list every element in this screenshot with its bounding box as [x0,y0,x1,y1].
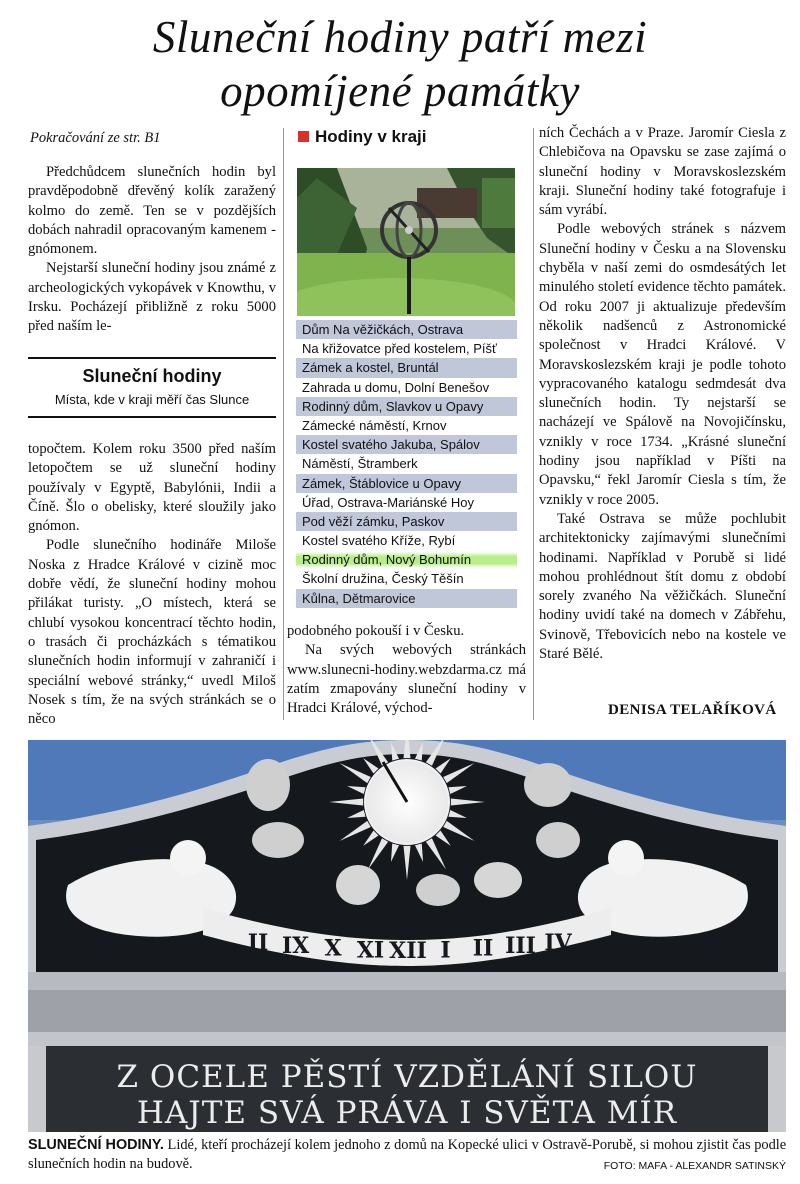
location-item: Zámek, Štáblovice u Opavy [296,474,517,493]
box-rule-top [28,357,276,359]
location-item: Zahrada u domu, Dolní Benešov [302,379,490,395]
column-rule-left [283,128,284,720]
headline [0,10,800,118]
location-item: Školní družina, Český Těšín [302,571,464,587]
location-item: Rodinný dům, Slavkov u Opavy [296,397,517,416]
info-box-subtitle: Místa, kde v kraji měří čas Slunce [54,392,250,407]
continued-note: Pokračování ze str. B1 [30,130,161,146]
inscription-line-2: HAJTE SVÁ PRÁVA I SVĚTA MÍR [136,1095,678,1131]
article-column-a-bottom [28,440,276,729]
paragraph: Také Ostrava se může pochlubit architektonicky zajímavými slunečními hodinami. Například v Porubě si lidé mohou prohlédnout štít domu z období sorely zvaného Na věžičkách. Sluneční hodiny uvidí také na domech v Zábřehu, Svinově, Třebovicích nebo na kostele ve Staré Bělé. [539,510,786,663]
paragraph: Nejstarší sluneční hodiny jsou známé z archeologických vykopávek v Knowthu, v Irsku. Pocházejí přibližně z roku 5000 před naším le- [28,260,276,335]
headline-line-2: opomíjené památky [220,66,580,116]
location-item: Úřad, Ostrava-Mariánské Hoy [302,494,474,510]
info-box-title: Sluneční hodiny [82,366,222,386]
roman-numeral: I [440,937,451,964]
location-item: Pod věží zámku, Paskov [296,512,517,531]
box-rule-bottom [28,416,276,418]
roman-numeral: III [505,933,536,960]
location-item: Zámecké náměstí, Krnov [302,417,447,433]
paragraph: topočtem. Kolem roku 3500 před naším letopočtem se už sluneční hodiny používaly v Egyptě, Babylónii, Indii a Číně. Šlo o obelisky, které sloužily jako gnómon. [28,441,276,535]
paragraph: podobného pokouší i v Česku. [287,623,465,639]
paragraph: Na svých webových stránkách www.slunecni-hodiny.webzdarma.cz má zatím zmapovány sluneční hodiny v Hradci Králové, východ- [287,642,526,717]
roman-numeral: X [324,935,342,962]
sundial-garden-photo [297,168,515,316]
article-column-a-top [28,163,276,337]
red-square-icon [298,131,309,142]
roman-numeral: IX [281,933,310,960]
paragraph: ních Čechách a v Praze. Jaromír Ciesla z Chlebičova na Opavsku se zase zajímá o sluneční hodiny v Moravskoslezském kraji. Sluneční hodiny také fotografuje i sám vyrábí. [539,125,786,219]
article-column-c [539,124,786,664]
roman-numeral: II [247,930,269,956]
caption-lead: SLUNEČNÍ HODINY. [28,1137,164,1153]
roman-numeral: XI [356,937,385,964]
location-item: Kostel svatého Kříže, Rybí [302,533,456,549]
location-item: Kostel svatého Jakuba, Spálov [296,435,517,454]
paragraph: Podle slunečního hodináře Miloše Noska z Hradce Králové v cizině moc dobře vědí, že sluneční hodiny mohou přilákat turisty. „O místech, která se chlubí vysokou koncentrací těchto hodin, o trasách či procházkách s tématikou slunečních hodin informují v zahraničí i speciální webové stránky,“ uvedl Miloš Nosek s tím, že na svých stránkách se o něco [28,537,276,728]
location-item: Rodinný dům, Nový Bohumín [296,550,517,569]
photo-credit: FOTO: MAFA - ALEXANDR SATINSKÝ [603,1160,786,1172]
roman-numeral: II [472,935,494,962]
location-item: Dům Na věžičkách, Ostrava [296,320,517,339]
roman-numeral: IV [544,930,572,956]
headline-line-1: Sluneční hodiny patří mezi [152,12,648,62]
caption-text: Lidé, kteří procházejí kolem jednoho z domů na Kopecké ulici v Ostravě-Porubě, si mohou zjistit čas podle slunečních hodin na budově. [28,1137,787,1172]
paragraph: Předchůdcem slunečních hodin byl pravděpodobně dřevěný kolík zaražený kolmo do země. Ten se v pozdějších dobách nahradil opracovaným kamenem - gnómonem. [28,164,276,258]
location-item: Náměstí, Štramberk [302,456,418,472]
paragraph: Podle webových stránek s názvem Sluneční hodiny v Česku a na Slovensku chyběla v naší zemi do osmdesátých let minulého století evidence těchto památek. Od roku 2007 ji aktualizuje především několik nadšenců z Astronomické společnost v Hradci Králové. V Moravskoslezském kraji je podle tohoto vypracovaného katalogu sedmdesát dva slunečních hodin. Ty nejstarší se nacházejí ve Spálově na Novojičínsku, vznikly v roce 1734. „Krásné sluneční hodiny jsou například v Píšti na Opavsku,“ řekl Jaromír Ciesla s tím, že vznikly v roce 2005. [539,221,786,508]
location-item: Na křižovatce před kostelem, Píšť [302,341,497,357]
location-item: Kůlna, Dětmarovice [296,589,517,608]
sidebar-title [298,127,426,147]
location-item: Zámek a kostel, Bruntál [296,358,517,377]
building-sundial-photo [28,740,786,1132]
sundial-location-list [296,320,517,608]
roman-numeral: XII [389,938,427,964]
inscription-line-1: Z OCELE PĚSTÍ VZDĚLÁNÍ SILOU [116,1059,698,1095]
article-column-b [287,622,526,718]
sidebar-title-text: Hodiny v kraji [315,127,427,146]
column-rule-right [533,128,534,720]
author-byline: DENISA TELAŘÍKOVÁ [608,702,777,718]
